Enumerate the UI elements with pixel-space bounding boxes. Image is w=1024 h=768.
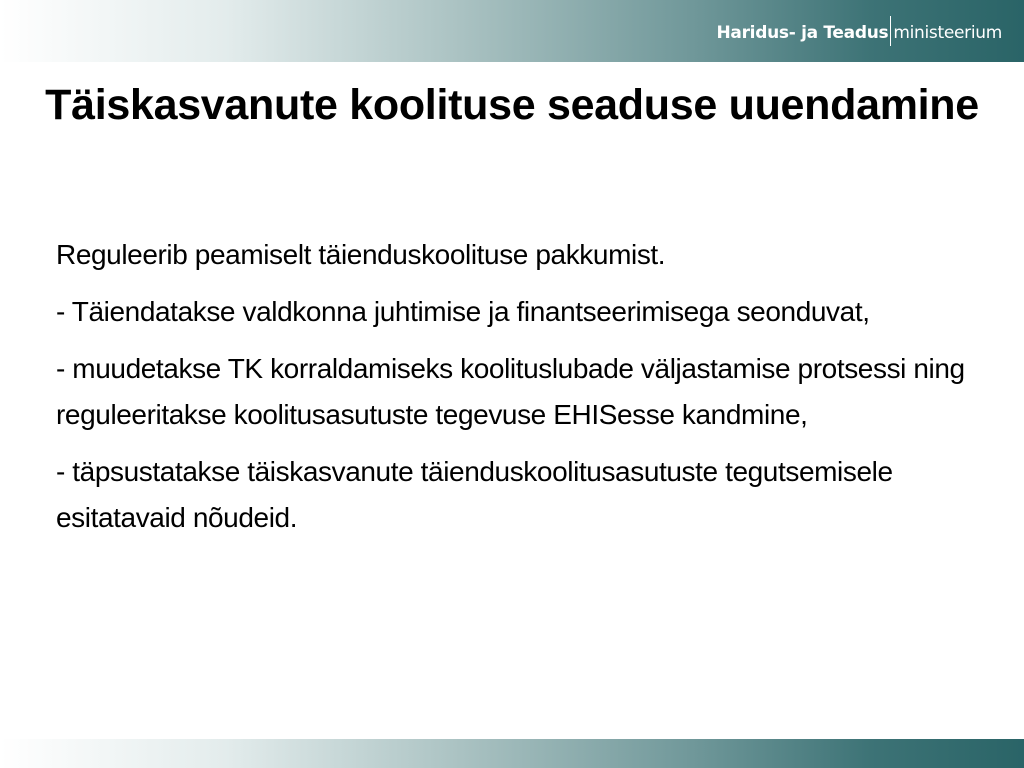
- logo-divider: [890, 16, 891, 46]
- body-paragraph: - täpsustatakse täiskasvanute täienduskoolitusasutuste tegutsemisele esitatavaid nõudeid.: [56, 456, 893, 533]
- body-paragraph: - muudetakse TK korraldamiseks koolituslubade väljastamise protsessi ning reguleeritakse koolitusasutuste tegevuse EHISesse kandmine,: [56, 353, 965, 430]
- footer-band: [0, 739, 1024, 768]
- slide-title: Täiskasvanute koolituse seaduse uuendamine: [45, 81, 979, 129]
- logo-text-bold: Haridus- ja Teadus: [716, 23, 889, 43]
- ministry-logo: [717, 19, 1003, 47]
- body-paragraph: Reguleerib peamiselt täienduskoolituse pakkumist.: [56, 239, 666, 270]
- slide-body: [56, 232, 976, 552]
- header-band: [0, 0, 1024, 62]
- logo-text-light: ministeerium: [893, 23, 1002, 43]
- body-paragraph: - Täiendatakse valdkonna juhtimise ja finantseerimisega seonduvat,: [56, 296, 870, 327]
